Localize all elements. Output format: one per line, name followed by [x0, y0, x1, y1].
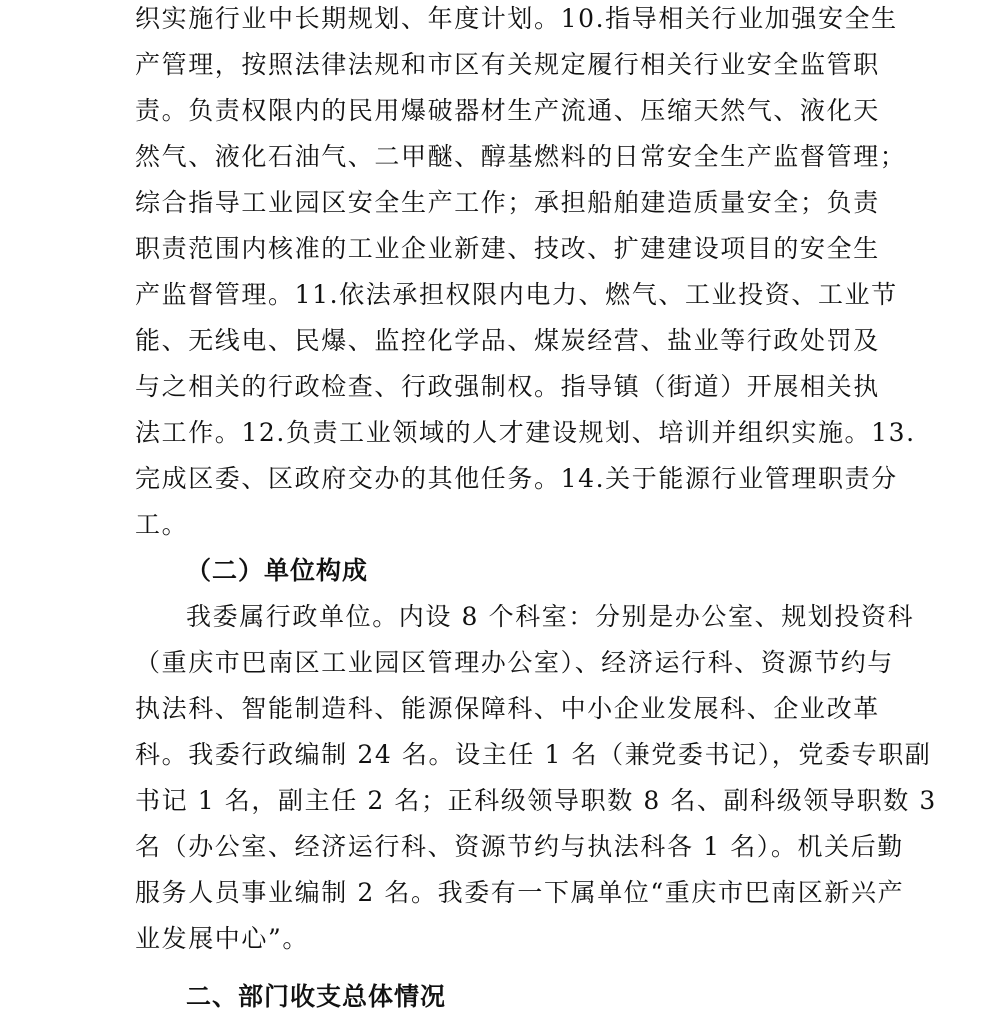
paragraph-line: 名（办公室、经济运行科、资源节约与执法科各 1 名）。机关后勤 [135, 832, 904, 861]
paragraph-line: 工。 [135, 510, 189, 539]
paragraph-line: 我委属行政单位。内设 8 个科室：分别是办公室、规划投资科 [186, 602, 915, 631]
paragraph-line: 执法科、智能制造科、能源保障科、中小企业发展科、企业改革 [135, 694, 880, 723]
paragraph-line: 织实施行业中长期规划、年度计划。10.指导相关行业加强安全生 [135, 4, 898, 33]
paragraph-line: 科。我委行政编制 24 名。设主任 1 名（兼党委书记），党委专职副 [135, 740, 932, 769]
paragraph-line: （重庆市巴南区工业园区管理办公室）、经济运行科、资源节约与 [135, 648, 894, 677]
section-heading: （二）单位构成 [186, 556, 369, 585]
paragraph-line: 完成区委、区政府交办的其他任务。14.关于能源行业管理职责分 [135, 464, 898, 493]
paragraph-line: 然气、液化石油气、二甲醚、醇基燃料的日常安全生产监督管理； [135, 142, 907, 171]
paragraph-line: 书记 1 名，副主任 2 名；正科级领导职数 8 名、副科级领导职数 3 [135, 786, 937, 815]
paragraph-line: 能、无线电、民爆、监控化学品、煤炭经营、盐业等行政处罚及 [135, 326, 880, 355]
paragraph-line: 服务人员事业编制 2 名。我委有一下属单位“重庆市巴南区新兴产 [135, 878, 905, 907]
paragraph-line: 业发展中心”。 [135, 924, 309, 953]
paragraph-line: 职责范围内核准的工业企业新建、技改、扩建建设项目的安全生 [135, 234, 880, 263]
paragraph-line: 责。负责权限内的民用爆破器材生产流通、压缩天然气、液化天 [135, 96, 880, 125]
paragraph-line: 综合指导工业园区安全生产工作；承担船舶建造质量安全；负责 [135, 188, 880, 217]
paragraph-line: 产监督管理。11.依法承担权限内电力、燃气、工业投资、工业节 [135, 280, 898, 309]
paragraph-line: 与之相关的行政检查、行政强制权。指导镇（街道）开展相关执 [135, 372, 880, 401]
paragraph-line: 法工作。12.负责工业领域的人才建设规划、培训并组织实施。13. [135, 418, 916, 447]
chapter-heading: 二、部门收支总体情况 [186, 982, 447, 1011]
paragraph-line: 产管理，按照法律法规和市区有关规定履行相关行业安全监管职 [135, 50, 880, 79]
